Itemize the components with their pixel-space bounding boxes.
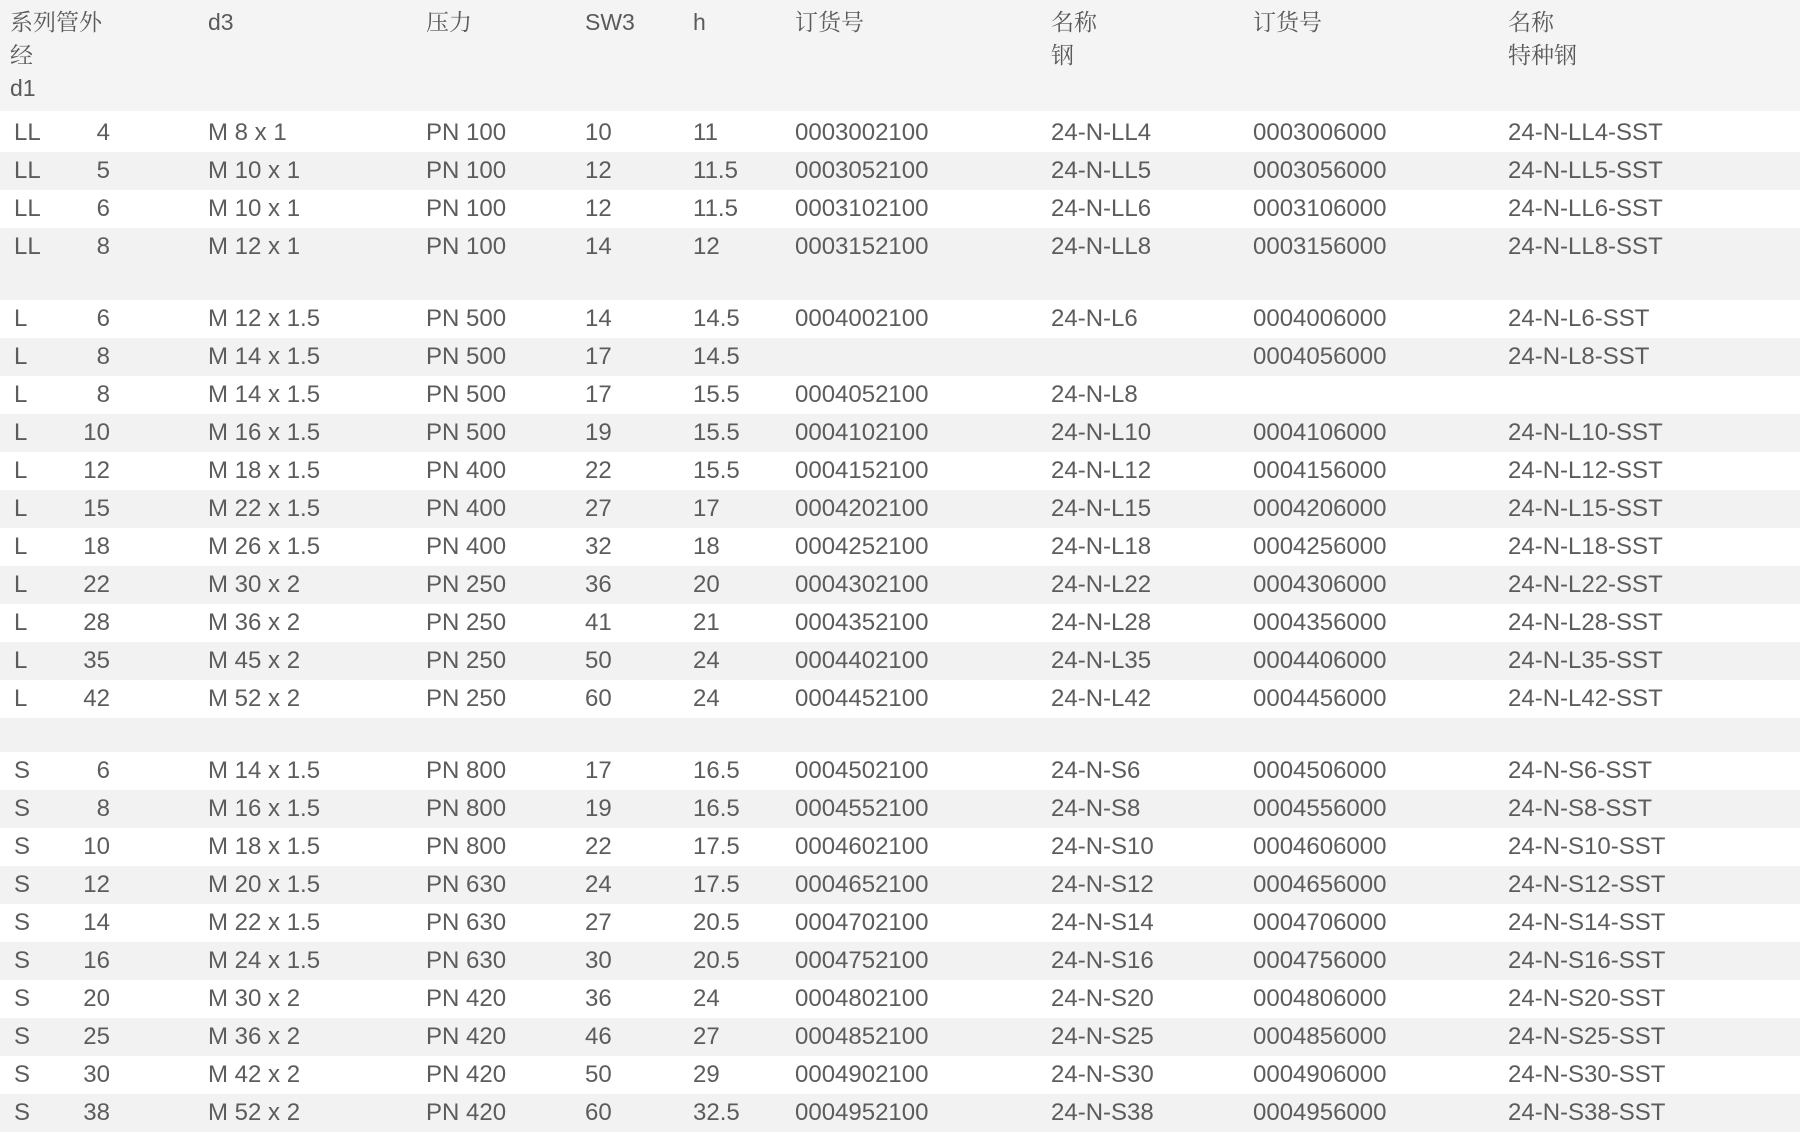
cell-order-number-steel: 0004952100 [795, 1099, 929, 1126]
cell-order-number-special-steel: 0004156000 [1253, 457, 1387, 484]
cell-pressure: PN 100 [426, 233, 507, 260]
cell-sw3: 27 [585, 495, 612, 522]
cell-order-number-steel: 0004852100 [795, 1023, 929, 1050]
cell-order-number-special-steel: 0004356000 [1253, 609, 1387, 636]
cell-order-number-steel: 0004652100 [795, 871, 929, 898]
table-header [0, 0, 1800, 114]
cell-thread-d3: M 26 x 1.5 [208, 533, 321, 560]
header-h: h [693, 9, 706, 35]
cell-order-number-special-steel: 0004906000 [1253, 1061, 1387, 1088]
table-row [0, 228, 1800, 266]
cell-outer-diameter-d1: 8 [96, 795, 110, 822]
cell-order-number-special-steel: 0004956000 [1253, 1099, 1387, 1126]
table-row [0, 904, 1800, 942]
cell-name-special-steel: 24-N-LL5-SST [1508, 157, 1663, 184]
cell-height-h: 15.5 [693, 419, 740, 446]
cell-pressure: PN 250 [426, 685, 507, 712]
cell-order-number-special-steel: 0004756000 [1253, 947, 1387, 974]
table-body [0, 114, 1800, 1132]
cell-sw3: 36 [585, 985, 612, 1012]
cell-name-special-steel: 24-N-L12-SST [1508, 457, 1663, 484]
cell-series: S [14, 757, 31, 784]
cell-order-number-steel: 0003102100 [795, 195, 929, 222]
cell-sw3: 24 [585, 871, 612, 898]
cell-name-special-steel: 24-N-L15-SST [1508, 495, 1663, 522]
cell-order-number-special-steel: 0004656000 [1253, 871, 1387, 898]
cell-thread-d3: M 20 x 1.5 [208, 871, 321, 898]
cell-thread-d3: M 36 x 2 [208, 1023, 301, 1050]
cell-order-number-steel: 0003152100 [795, 233, 929, 260]
cell-series: S [14, 1061, 31, 1088]
cell-outer-diameter-d1: 25 [83, 1023, 110, 1050]
cell-pressure: PN 500 [426, 343, 507, 370]
cell-pressure: PN 100 [426, 119, 507, 146]
cell-pressure: PN 250 [426, 571, 507, 598]
cell-pressure: PN 420 [426, 1061, 507, 1088]
cell-pressure: PN 630 [426, 909, 507, 936]
cell-height-h: 24 [693, 685, 720, 712]
cell-outer-diameter-d1: 14 [83, 909, 110, 936]
table-row [0, 528, 1800, 566]
cell-series: S [14, 795, 31, 822]
cell-outer-diameter-d1: 35 [83, 647, 110, 674]
cell-series: S [14, 909, 31, 936]
cell-name-special-steel: 24-N-S8-SST [1508, 795, 1653, 822]
table-row [0, 942, 1800, 980]
cell-series: S [14, 985, 31, 1012]
cell-name-steel: 24-N-LL5 [1051, 157, 1152, 184]
header-pressure: 压力 [426, 9, 472, 35]
cell-pressure: PN 400 [426, 495, 507, 522]
cell-name-special-steel: 24-N-S12-SST [1508, 871, 1666, 898]
cell-order-number-special-steel: 0003056000 [1253, 157, 1387, 184]
cell-pressure: PN 100 [426, 157, 507, 184]
cell-sw3: 14 [585, 233, 612, 260]
cell-name-special-steel: 24-N-L42-SST [1508, 685, 1663, 712]
cell-outer-diameter-d1: 6 [96, 195, 110, 222]
table-row [0, 566, 1800, 604]
cell-order-number-special-steel: 0004406000 [1253, 647, 1387, 674]
cell-outer-diameter-d1: 5 [96, 157, 110, 184]
cell-name-steel: 24-N-S20 [1051, 985, 1154, 1012]
cell-order-number-steel: 0004152100 [795, 457, 929, 484]
cell-order-number-special-steel: 0003006000 [1253, 119, 1387, 146]
cell-order-number-special-steel: 0004106000 [1253, 419, 1387, 446]
cell-sw3: 50 [585, 1061, 612, 1088]
cell-name-steel: 24-N-S6 [1051, 757, 1141, 784]
table-row [0, 152, 1800, 190]
cell-pressure: PN 400 [426, 457, 507, 484]
cell-order-number-special-steel: 0004806000 [1253, 985, 1387, 1012]
cell-sw3: 10 [585, 119, 612, 146]
cell-height-h: 11.5 [693, 195, 738, 222]
cell-name-steel: 24-N-L35 [1051, 647, 1152, 674]
cell-height-h: 24 [693, 647, 720, 674]
cell-order-number-steel: 0004202100 [795, 495, 929, 522]
table-row [0, 790, 1800, 828]
cell-name-special-steel: 24-N-L28-SST [1508, 609, 1663, 636]
cell-name-steel: 24-N-L12 [1051, 457, 1152, 484]
cell-series: L [14, 647, 28, 674]
cell-name-steel: 24-N-LL8 [1051, 233, 1152, 260]
cell-thread-d3: M 12 x 1.5 [208, 305, 321, 332]
table-row [0, 642, 1800, 680]
cell-order-number-special-steel: 0004606000 [1253, 833, 1387, 860]
cell-order-number-special-steel: 0004006000 [1253, 305, 1387, 332]
cell-series: L [14, 685, 28, 712]
cell-height-h: 18 [693, 533, 720, 560]
cell-sw3: 19 [585, 795, 612, 822]
cell-height-h: 20.5 [693, 947, 740, 974]
cell-order-number-special-steel: 0004206000 [1253, 495, 1387, 522]
cell-series: LL [14, 157, 41, 184]
cell-outer-diameter-d1: 20 [83, 985, 110, 1012]
cell-order-number-steel: 0004252100 [795, 533, 929, 560]
cell-sw3: 17 [585, 381, 612, 408]
cell-height-h: 16.5 [693, 757, 740, 784]
cell-order-number-steel: 0003052100 [795, 157, 929, 184]
cell-pressure: PN 500 [426, 381, 507, 408]
cell-outer-diameter-d1: 8 [96, 343, 110, 370]
cell-thread-d3: M 8 x 1 [208, 119, 287, 146]
cell-pressure: PN 420 [426, 985, 507, 1012]
cell-pressure: PN 420 [426, 1099, 507, 1126]
header-d3: d3 [208, 9, 234, 35]
cell-pressure: PN 500 [426, 305, 507, 332]
table-row [0, 376, 1800, 414]
cell-order-number-special-steel: 0004506000 [1253, 757, 1387, 784]
cell-order-number-steel: 0003002100 [795, 119, 929, 146]
cell-name-steel: 24-N-L10 [1051, 419, 1152, 446]
cell-name-steel: 24-N-S14 [1051, 909, 1154, 936]
cell-thread-d3: M 16 x 1.5 [208, 419, 321, 446]
cell-series: LL [14, 233, 41, 260]
cell-order-number-steel: 0004502100 [795, 757, 929, 784]
cell-pressure: PN 800 [426, 757, 507, 784]
cell-name-special-steel: 24-N-LL4-SST [1508, 119, 1663, 146]
table-row [0, 866, 1800, 904]
cell-height-h: 17.5 [693, 833, 740, 860]
cell-name-special-steel: 24-N-S10-SST [1508, 833, 1666, 860]
group-spacer [0, 718, 1800, 752]
cell-order-number-special-steel: 0004306000 [1253, 571, 1387, 598]
cell-sw3: 30 [585, 947, 612, 974]
header-order-number-steel: 订货号 [795, 9, 864, 35]
cell-height-h: 15.5 [693, 457, 740, 484]
cell-name-steel: 24-N-S12 [1051, 871, 1154, 898]
cell-thread-d3: M 18 x 1.5 [208, 833, 321, 860]
cell-name-special-steel: 24-N-S16-SST [1508, 947, 1666, 974]
table-row [0, 1094, 1800, 1132]
cell-height-h: 17.5 [693, 871, 740, 898]
cell-order-number-steel: 0004302100 [795, 571, 929, 598]
cell-sw3: 27 [585, 909, 612, 936]
cell-series: L [14, 381, 28, 408]
cell-pressure: PN 420 [426, 1023, 507, 1050]
cell-sw3: 36 [585, 571, 612, 598]
cell-name-special-steel: 24-N-S25-SST [1508, 1023, 1666, 1050]
cell-height-h: 14.5 [693, 343, 740, 370]
cell-series: L [14, 305, 28, 332]
cell-series: L [14, 609, 28, 636]
cell-pressure: PN 630 [426, 947, 507, 974]
cell-name-steel: 24-N-L8 [1051, 381, 1138, 408]
cell-order-number-special-steel: 0004256000 [1253, 533, 1387, 560]
table-row [0, 828, 1800, 866]
cell-series: L [14, 343, 28, 370]
cell-pressure: PN 400 [426, 533, 507, 560]
cell-sw3: 12 [585, 195, 612, 222]
cell-name-special-steel: 24-N-L22-SST [1508, 571, 1663, 598]
cell-thread-d3: M 52 x 2 [208, 1099, 301, 1126]
cell-name-special-steel: 24-N-S14-SST [1508, 909, 1666, 936]
cell-pressure: PN 800 [426, 795, 507, 822]
cell-series: S [14, 1099, 31, 1126]
header-order-number-special-steel: 订货号 [1253, 9, 1322, 35]
cell-series: LL [14, 195, 41, 222]
table-row [0, 114, 1800, 152]
cell-outer-diameter-d1: 42 [83, 685, 110, 712]
table-row [0, 680, 1800, 718]
cell-order-number-steel: 0004402100 [795, 647, 929, 674]
cell-series: L [14, 571, 28, 598]
cell-order-number-special-steel: 0004856000 [1253, 1023, 1387, 1050]
cell-sw3: 60 [585, 1099, 612, 1126]
cell-name-steel: 24-N-L18 [1051, 533, 1152, 560]
cell-sw3: 17 [585, 757, 612, 784]
cell-outer-diameter-d1: 6 [96, 757, 110, 784]
cell-outer-diameter-d1: 10 [83, 833, 110, 860]
cell-outer-diameter-d1: 22 [83, 571, 110, 598]
cell-thread-d3: M 16 x 1.5 [208, 795, 321, 822]
header-sw3: SW3 [585, 9, 635, 35]
header-name-steel: 名称 钢 [1051, 9, 1097, 68]
cell-outer-diameter-d1: 6 [96, 305, 110, 332]
cell-order-number-steel: 0004052100 [795, 381, 929, 408]
cell-height-h: 24 [693, 985, 720, 1012]
cell-name-steel: 24-N-S38 [1051, 1099, 1154, 1126]
cell-outer-diameter-d1: 12 [83, 457, 110, 484]
cell-thread-d3: M 42 x 2 [208, 1061, 301, 1088]
cell-order-number-special-steel: 0003156000 [1253, 233, 1387, 260]
cell-height-h: 12 [693, 233, 720, 260]
cell-height-h: 11.5 [693, 157, 738, 184]
table-row [0, 190, 1800, 228]
cell-order-number-steel: 0004552100 [795, 795, 929, 822]
cell-order-number-steel: 0004102100 [795, 419, 929, 446]
cell-name-steel: 24-N-S30 [1051, 1061, 1154, 1088]
cell-name-steel: 24-N-S8 [1051, 795, 1141, 822]
table-row [0, 414, 1800, 452]
cell-order-number-steel: 0004702100 [795, 909, 929, 936]
cell-order-number-special-steel: 0004456000 [1253, 685, 1387, 712]
table-row [0, 300, 1800, 338]
cell-thread-d3: M 18 x 1.5 [208, 457, 321, 484]
cell-sw3: 60 [585, 685, 612, 712]
table-row [0, 452, 1800, 490]
cell-name-special-steel: 24-N-S30-SST [1508, 1061, 1666, 1088]
cell-thread-d3: M 14 x 1.5 [208, 757, 321, 784]
cell-thread-d3: M 36 x 2 [208, 609, 301, 636]
cell-series: L [14, 533, 28, 560]
cell-pressure: PN 800 [426, 833, 507, 860]
cell-height-h: 20.5 [693, 909, 740, 936]
cell-height-h: 27 [693, 1023, 720, 1050]
cell-name-steel: 24-N-L15 [1051, 495, 1152, 522]
cell-outer-diameter-d1: 38 [83, 1099, 110, 1126]
cell-pressure: PN 250 [426, 609, 507, 636]
cell-order-number-steel: 0004002100 [795, 305, 929, 332]
cell-thread-d3: M 14 x 1.5 [208, 343, 321, 370]
cell-sw3: 17 [585, 343, 612, 370]
cell-name-special-steel: 24-N-L18-SST [1508, 533, 1663, 560]
cell-name-steel: 24-N-S10 [1051, 833, 1154, 860]
cell-sw3: 22 [585, 833, 612, 860]
cell-height-h: 21 [693, 609, 720, 636]
cell-outer-diameter-d1: 8 [96, 381, 110, 408]
cell-outer-diameter-d1: 15 [83, 495, 110, 522]
cell-name-special-steel: 24-N-S20-SST [1508, 985, 1666, 1012]
cell-name-steel: 24-N-L6 [1051, 305, 1138, 332]
cell-height-h: 14.5 [693, 305, 740, 332]
cell-name-steel: 24-N-LL6 [1051, 195, 1152, 222]
cell-order-number-special-steel: 0004056000 [1253, 343, 1387, 370]
cell-name-steel: 24-N-LL4 [1051, 119, 1152, 146]
cell-outer-diameter-d1: 18 [83, 533, 110, 560]
cell-series: S [14, 1023, 31, 1050]
cell-series: LL [14, 119, 41, 146]
cell-height-h: 15.5 [693, 381, 740, 408]
cell-name-steel: 24-N-L42 [1051, 685, 1152, 712]
header-name-special-steel: 名称 特种钢 [1508, 9, 1577, 68]
cell-outer-diameter-d1: 28 [83, 609, 110, 636]
cell-name-special-steel: 24-N-L35-SST [1508, 647, 1663, 674]
cell-name-special-steel: 24-N-L6-SST [1508, 305, 1650, 332]
cell-sw3: 22 [585, 457, 612, 484]
cell-thread-d3: M 14 x 1.5 [208, 381, 321, 408]
cell-name-special-steel: 24-N-L10-SST [1508, 419, 1663, 446]
cell-outer-diameter-d1: 8 [96, 233, 110, 260]
cell-outer-diameter-d1: 10 [83, 419, 110, 446]
cell-name-special-steel: 24-N-L8-SST [1508, 343, 1650, 370]
table-row [0, 490, 1800, 528]
cell-thread-d3: M 30 x 2 [208, 571, 301, 598]
cell-height-h: 32.5 [693, 1099, 740, 1126]
cell-thread-d3: M 22 x 1.5 [208, 495, 321, 522]
cell-pressure: PN 100 [426, 195, 507, 222]
cell-height-h: 20 [693, 571, 720, 598]
table-row [0, 338, 1800, 376]
cell-series: L [14, 419, 28, 446]
cell-order-number-special-steel: 0003106000 [1253, 195, 1387, 222]
cell-thread-d3: M 22 x 1.5 [208, 909, 321, 936]
cell-pressure: PN 500 [426, 419, 507, 446]
cell-sw3: 19 [585, 419, 612, 446]
cell-order-number-special-steel: 0004706000 [1253, 909, 1387, 936]
cell-order-number-steel: 0004352100 [795, 609, 929, 636]
cell-name-special-steel: 24-N-LL8-SST [1508, 233, 1663, 260]
cell-height-h: 11 [693, 119, 718, 146]
cell-order-number-steel: 0004902100 [795, 1061, 929, 1088]
table-row [0, 752, 1800, 790]
cell-sw3: 32 [585, 533, 612, 560]
cell-thread-d3: M 10 x 1 [208, 157, 301, 184]
cell-sw3: 46 [585, 1023, 612, 1050]
cell-sw3: 41 [585, 609, 612, 636]
table-row [0, 980, 1800, 1018]
cell-sw3: 50 [585, 647, 612, 674]
cell-height-h: 16.5 [693, 795, 740, 822]
cell-order-number-steel: 0004452100 [795, 685, 929, 712]
cell-thread-d3: M 45 x 2 [208, 647, 301, 674]
cell-series: L [14, 457, 28, 484]
cell-pressure: PN 250 [426, 647, 507, 674]
header-series-outer-diameter: 系列管外 经 d1 [10, 9, 102, 101]
cell-series: S [14, 833, 31, 860]
cell-name-special-steel: 24-N-S38-SST [1508, 1099, 1666, 1126]
cell-thread-d3: M 30 x 2 [208, 985, 301, 1012]
cell-outer-diameter-d1: 4 [96, 119, 110, 146]
cell-outer-diameter-d1: 16 [83, 947, 110, 974]
cell-height-h: 29 [693, 1061, 720, 1088]
group-spacer [0, 266, 1800, 300]
cell-name-steel: 24-N-S25 [1051, 1023, 1154, 1050]
cell-name-steel: 24-N-L22 [1051, 571, 1152, 598]
table-row [0, 1056, 1800, 1094]
cell-thread-d3: M 24 x 1.5 [208, 947, 321, 974]
cell-series: S [14, 947, 31, 974]
cell-height-h: 17 [693, 495, 720, 522]
cell-order-number-steel: 0004752100 [795, 947, 929, 974]
cell-name-steel: 24-N-S16 [1051, 947, 1154, 974]
table-row [0, 604, 1800, 642]
cell-name-steel: 24-N-L28 [1051, 609, 1152, 636]
cell-name-special-steel: 24-N-LL6-SST [1508, 195, 1663, 222]
cell-sw3: 14 [585, 305, 612, 332]
cell-series: S [14, 871, 31, 898]
cell-outer-diameter-d1: 30 [83, 1061, 110, 1088]
cell-pressure: PN 630 [426, 871, 507, 898]
cell-thread-d3: M 10 x 1 [208, 195, 301, 222]
cell-series: L [14, 495, 28, 522]
cell-thread-d3: M 12 x 1 [208, 233, 301, 260]
cell-name-special-steel: 24-N-S6-SST [1508, 757, 1653, 784]
cell-sw3: 12 [585, 157, 612, 184]
table-row [0, 1018, 1800, 1056]
cell-thread-d3: M 52 x 2 [208, 685, 301, 712]
cell-order-number-special-steel: 0004556000 [1253, 795, 1387, 822]
cell-order-number-steel: 0004802100 [795, 985, 929, 1012]
cell-order-number-steel: 0004602100 [795, 833, 929, 860]
cell-outer-diameter-d1: 12 [83, 871, 110, 898]
